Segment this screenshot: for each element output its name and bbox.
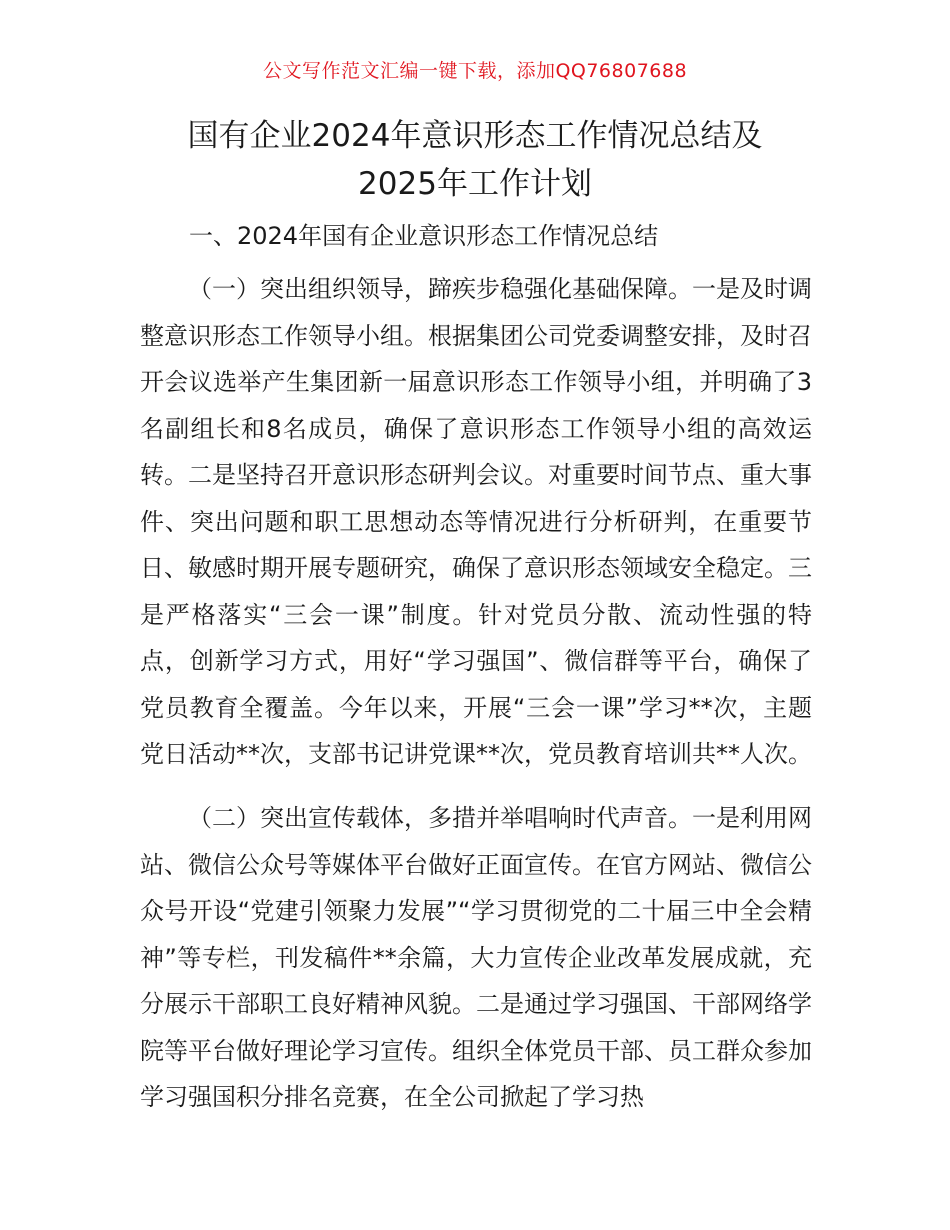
paragraph-text: （二）突出宣传载体，多措并举唱响时代声音。一是利用网站、微信公众号等媒体平台做好正面宣传。在官方网站、微信公众号开设“党建引领聚力发展”“学习贯彻党的二十届三中全会精神”等专栏，刊发稿件**余篇，大力宣传企业改革发展成就，充分展示干部职工良好精神风貌。二是通过学习强国、干部网络学院等平台做好理论学习宣传。组织全体党员干部、员工群众参加学习强国积分排名竞赛，在全公司掀起了学习热 xyxy=(140,804,812,1111)
paragraph-organization-leadership xyxy=(140,266,812,778)
paragraph-publicity-carriers xyxy=(140,795,812,1121)
paragraph-text: （一）突出组织领导，蹄疾步稳强化基础保障。一是及时调整意识形态工作领导小组。根据集团公司党委调整安排，及时召开会议选举产生集团新一届意识形态工作领导小组，并明确了3名副组长和8名成员，确保了意识形态工作领导小组的高效运转。二是坚持召开意识形态研判会议。对重要时间节点、重大事件、突出问题和职工思想动态等情况进行分析研判，在重要节日、敏感时期开展专题研究，确保了意识形态领域安全稳定。三是严格落实“三会一课”制度。针对党员分散、流动性强的特点，创新学习方式，用好“学习强国”、微信群等平台，确保了党员教育全覆盖。今年以来，开展“三会一课”学习**次，主题党日活动**次，支部书记讲党课**次，党员教育培训共**人次。 xyxy=(140,275,812,768)
section-heading-1: 一、2024年国有企业意识形态工作情况总结 xyxy=(189,222,659,250)
title-line-1: 国有企业2024年意识形态工作情况总结及 xyxy=(187,118,763,154)
title-line-2: 2025年工作计划 xyxy=(358,166,592,202)
download-promo-link[interactable]: 公文写作范文汇编一键下载，添加QQ76807688 xyxy=(262,60,688,82)
document-title xyxy=(0,112,950,208)
